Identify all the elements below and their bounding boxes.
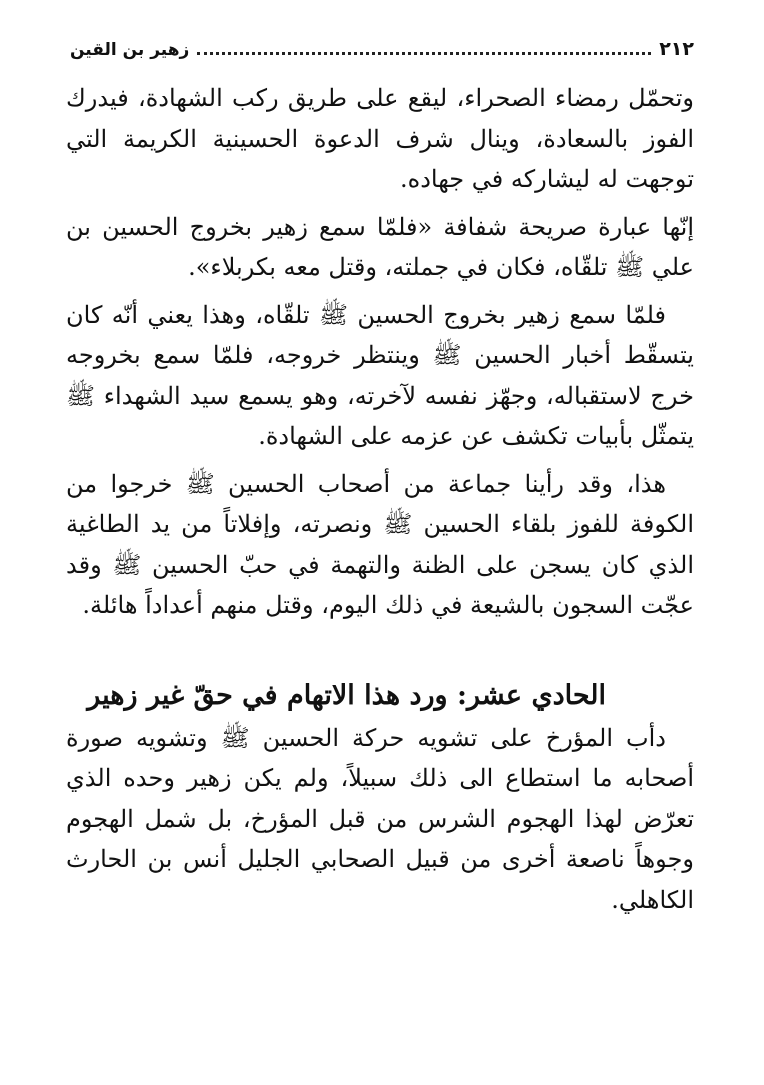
paragraph-spacer xyxy=(66,457,694,464)
paragraph-spacer xyxy=(66,288,694,295)
section-spacer xyxy=(66,626,694,674)
page-number: ٢١٢ xyxy=(659,38,694,60)
section-heading: الحادي عشر: ورد هذا الاتهام في حقّ غير زهير xyxy=(87,679,606,711)
paragraph-analysis: فلمّا سمع زهير بخروج الحسين ﷺ تلقّاه، وهذا يعني أنّه كان يتسقّط أخبار الحسين ﷺ وينتظر خروجه، فلمّا سمع بخروجه خرج لاستقباله، وجهّز نفسه لآخرته، وهو يسمع سيد الشهداء ﷺ يتمثّل بأبيات تكشف عن عزمه على الشهادة. xyxy=(66,300,694,450)
running-header xyxy=(70,30,694,60)
running-title: زهير بن القين xyxy=(70,40,190,60)
paragraph-spacer xyxy=(66,200,694,207)
paragraph-companions: هذا، وقد رأينا جماعة من أصحاب الحسين ﷺ خرجوا من الكوفة للفوز بلقاء الحسين ﷺ ونصرته، وإفلاتاً من يد الطاغية الذي كان يسجن على الظنة والتهمة في حبّ الحسين ﷺ وقد عجّت السجون بالشيعة في ذلك اليوم، وقتل منهم أعداداً هائلة. xyxy=(66,469,694,619)
section-paragraph: دأب المؤرخ على تشويه حركة الحسين ﷺ وتشويه صورة أصحابه ما استطاع الى ذلك سبيلاً، ولم يكن زهير وحده الذي تعرّض لهذا الهجوم الشرس من قبل المؤرخ، بل شمل الهجوم وجوهاً ناصعة أخرى من قبيل الصحابي الجليل أنس بن الحارث الكاهلي. xyxy=(66,723,694,914)
header-dot-leader xyxy=(197,38,651,55)
paragraph-quote: إنّها عبارة صريحة شفافة «فلمّا سمع زهير بخروج الحسين بن علي ﷺ تلقّاه، فكان في جملته، وقتل معه بكربلاء». xyxy=(66,212,694,281)
paragraph-continuation: وتحمّل رمضاء الصحراء، ليقع على طريق ركب الشهادة، فيدرك الفوز بالسعادة، وينال شرف الدعوة الحسينية الكريمة التي توجهت له ليشاركه في جهاده. xyxy=(66,84,694,193)
body-text xyxy=(66,78,694,920)
